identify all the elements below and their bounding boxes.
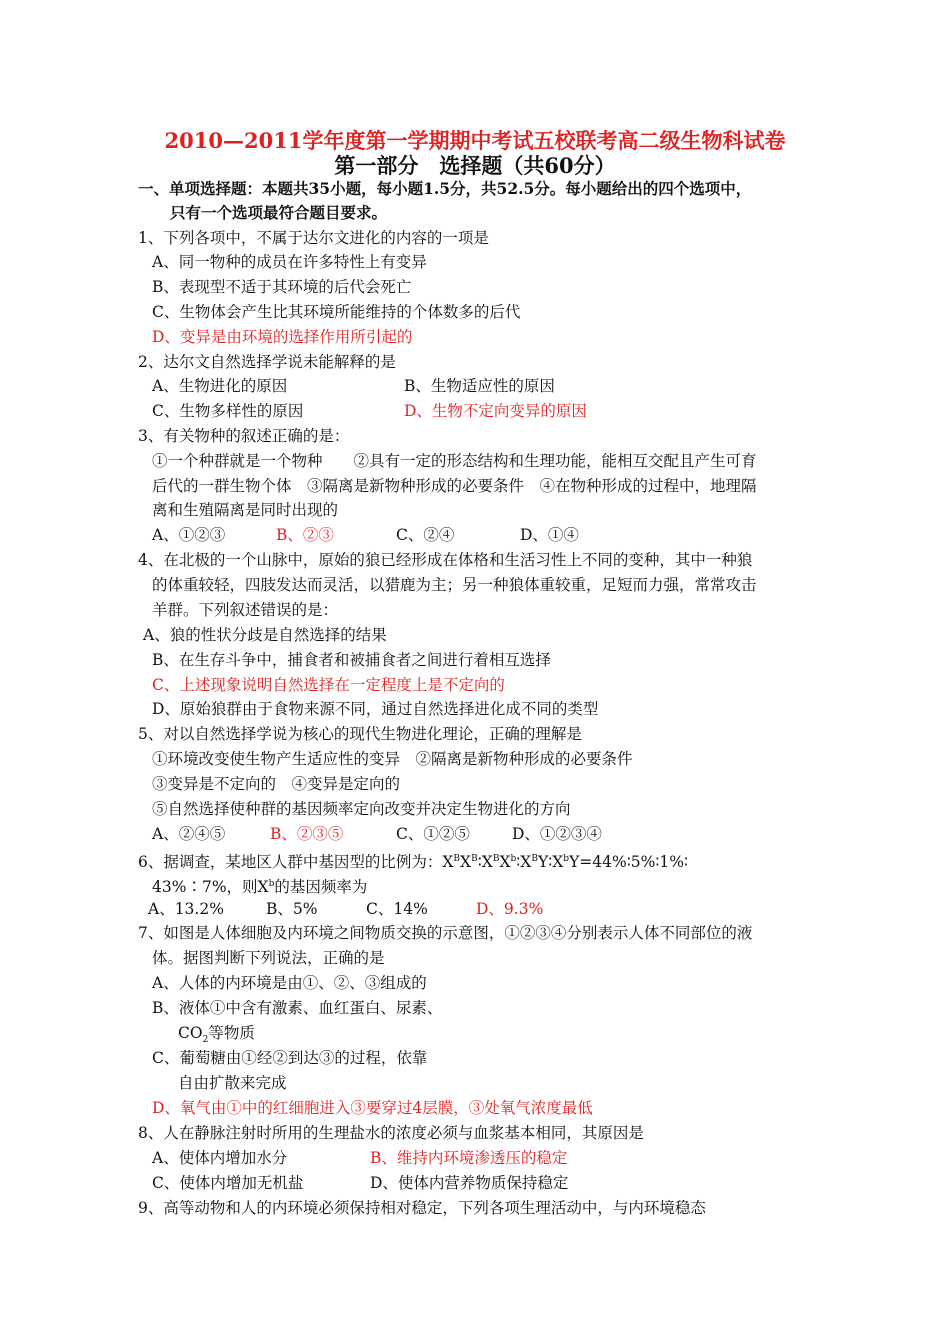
q7-option-a: A、人体的内环境是由①、②、③组成的 (152, 974, 427, 992)
q7-option-c: C、葡萄糖由①经②到达③的过程，依靠 (152, 1049, 428, 1067)
q5-line-1: ①环境改变使生物产生适应性的变异 ②隔离是新物种形成的必要条件 (152, 750, 633, 768)
q7-option-b-cont: $CO_2$等物质 (178, 1024, 255, 1046)
section-header: 一、单项选择题：本题共35小题，每小题1.5分，共52.5分。每小题给出的四个选项中， (138, 179, 752, 198)
q4-line-2: 的体重较轻，四肢发达而灵活，以猎鹿为主；另一种狼体重较重，足短而力强，常常攻击 (152, 576, 757, 594)
q4-option-c-answer: C、上述现象说明自然选择在一定程度上是不定向的 (152, 676, 505, 694)
q2-option-c: C、生物多样性的原因 (152, 402, 304, 420)
q5-option-a: A、②④⑤ (152, 825, 226, 843)
q8-stem: 8、人在静脉注射时所用的生理盐水的浓度必须与血浆基本相同，其原因是 (138, 1124, 644, 1142)
q5-stem: 5、对以自然选择学说为核心的现代生物进化理论，正确的理解是 (138, 725, 582, 743)
q1-option-b: B、表现型不适于其环境的后代会死亡 (152, 278, 412, 296)
q6-option-c: C、14% (366, 900, 428, 918)
q7-option-c-cont: 自由扩散来完成 (178, 1074, 287, 1092)
q5-option-c: C、①②⑤ (396, 825, 470, 843)
q8-option-a: A、使体内增加水分 (152, 1149, 288, 1167)
q4-line-3: 羊群。下列叙述错误的是： (152, 601, 339, 619)
q6-line-2: 43%∶7%，则$X^b$的基因频率为 (152, 878, 368, 897)
q4-option-d: D、原始狼群由于食物来源不同，通过自然选择进化成不同的类型 (152, 700, 599, 718)
q1-stem: 1、下列各项中，不属于达尔文进化的内容的一项是 (138, 229, 489, 247)
q6-ratios: Y=44%∶5%∶1%∶ (569, 853, 689, 872)
q6-option-a: A、13.2% (148, 900, 224, 918)
q4-option-a: A、狼的性状分歧是自然选择的结果 (143, 626, 387, 644)
q3-option-a: A、①②③ (152, 526, 226, 544)
q7-line-1: 7、如图是人体细胞及内环境之间物质交换的示意图，①②③④分别表示人体不同部位的液 (138, 924, 753, 942)
part-subtitle: 第一部分 选择题（共60分） (334, 153, 616, 178)
q6-line-1: 6、据调查，某地区人群中基因型的比例为：$X^BX^B∶X^BX^b∶X^BY∶X^bY=44\%∶5\%∶1\%∶$ (138, 853, 689, 872)
q4-line-1: 4、在北极的一个山脉中，原始的狼已经形成在体格和生活习性上不同的变种，其中一种狼 (138, 551, 753, 569)
q6-option-b: B、5% (266, 900, 318, 918)
q5-line-2: ③变异是不定向的 ④变异是定向的 (152, 775, 401, 793)
q2-option-b: B、生物适应性的原因 (404, 377, 555, 395)
q5-option-b-answer: B、②③⑤ (270, 825, 344, 843)
q1-option-a: A、同一物种的成员在许多特性上有变异 (152, 253, 427, 271)
q8-option-c: C、使体内增加无机盐 (152, 1174, 304, 1192)
q5-option-d: D、①②③④ (512, 825, 602, 843)
exam-title: 2010—2011学年度第一学期期中考试五校联考高二级生物科试卷 (164, 128, 786, 153)
q6-option-d-answer: D、9.3% (476, 900, 544, 918)
q3-line-3: 离和生殖隔离是同时出现的 (152, 501, 339, 519)
q7-option-b: B、液体①中含有激素、血红蛋白、尿素、 (152, 999, 443, 1017)
q8-option-b-answer: B、维持内环境渗透压的稳定 (370, 1149, 568, 1167)
q2-option-a: A、生物进化的原因 (152, 377, 288, 395)
q3-option-c: C、②④ (396, 526, 455, 544)
q2-option-d-answer: D、生物不定向变异的原因 (404, 402, 587, 420)
q1-option-d-answer: D、变异是由环境的选择作用所引起的 (152, 328, 413, 346)
q2-stem: 2、达尔文自然选择学说未能解释的是 (138, 353, 396, 371)
q4-option-b: B、在生存斗争中，捕食者和被捕食者之间进行着相互选择 (152, 651, 551, 669)
q3-option-d: D、①④ (520, 526, 579, 544)
q3-stem: 3、有关物种的叙述正确的是： (138, 427, 350, 445)
q3-option-b-answer: B、②③ (276, 526, 334, 544)
q3-line-2: 后代的一群生物个体 ③隔离是新物种形成的必要条件 ④在物种形成的过程中，地理隔 (152, 477, 757, 495)
q1-option-c: C、生物体会产生比其环境所能维持的个体数多的后代 (152, 303, 521, 321)
q7-line-2: 体。据图判断下列说法，正确的是 (152, 949, 385, 967)
genotype-x: X (442, 853, 454, 872)
q3-line-1: ①一个种群就是一个物种 ②具有一定的形态结构和生理功能，能相互交配且产生可育 (152, 452, 757, 470)
q5-line-3: ⑤自然选择使种群的基因频率定向改变并决定生物进化的方向 (152, 800, 571, 818)
q6-intro: 6、据调查，某地区人群中基因型的比例为： (138, 853, 443, 872)
q9-stem: 9、高等动物和人的内环境必须保持相对稳定，下列各项生理活动中，与内环境稳态 (138, 1199, 706, 1217)
q8-option-d: D、使体内营养物质保持稳定 (370, 1174, 569, 1192)
q7-option-d-answer: D、氧气由①中的红细胞进入③要穿过4层膜，③处氧气浓度最低 (152, 1099, 593, 1117)
section-header-cont: 只有一个选项最符合题目要求。 (170, 203, 388, 222)
